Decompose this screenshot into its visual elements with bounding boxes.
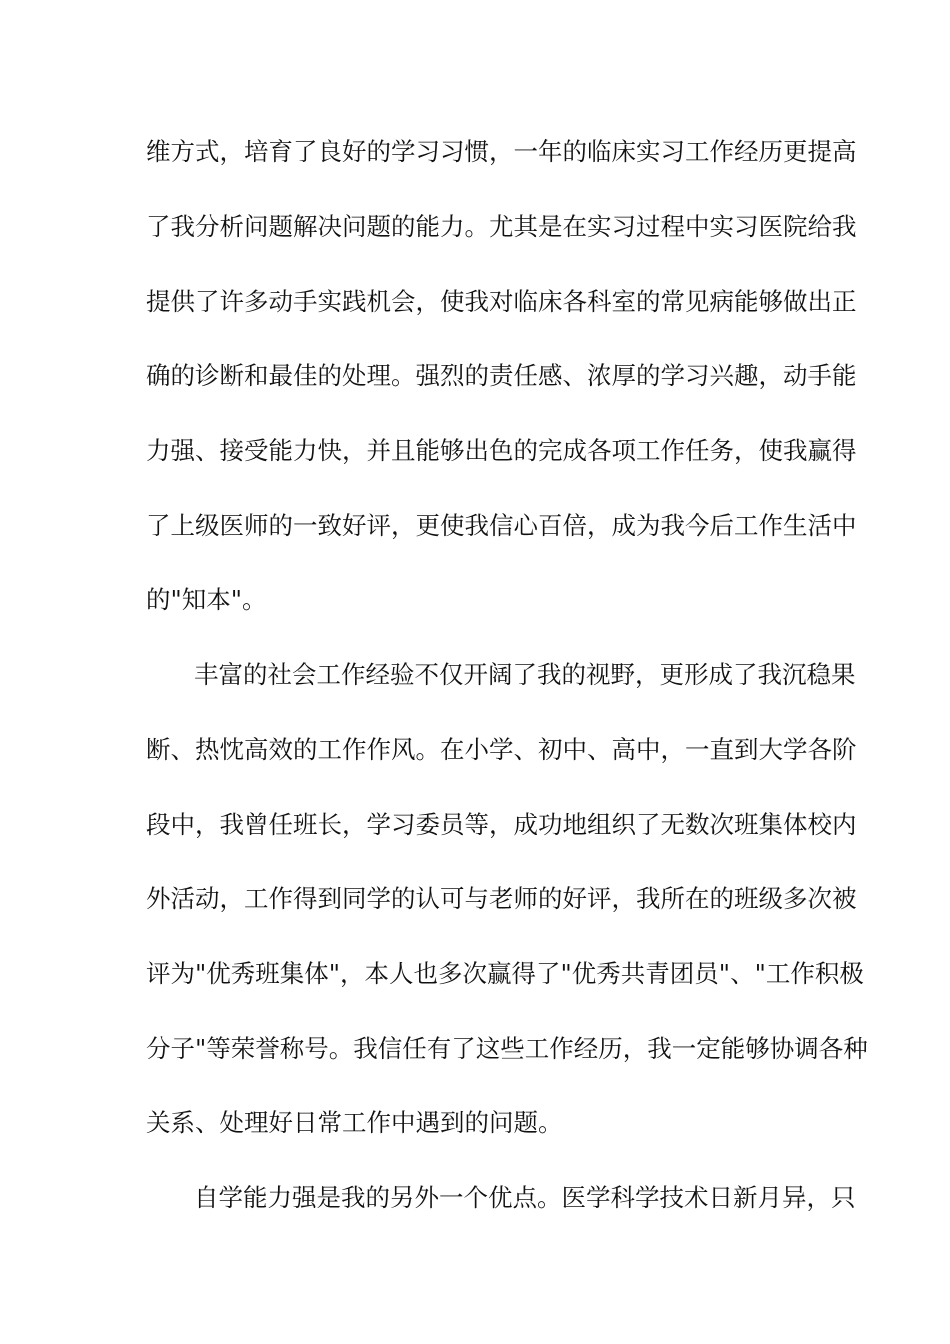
text-line: 分子"等荣誉称号。我信任有了这些工作经历，我一定能够协调各种 bbox=[146, 1034, 868, 1063]
text-line: 关系、处理好日常工作中遇到的问题。 bbox=[146, 1108, 563, 1137]
text-line: 了我分析问题解决问题的能力。尤其是在实习过程中实习医院给我 bbox=[146, 212, 857, 241]
text-line: 自学能力强是我的另外一个优点。医学科学技术日新月异，只 bbox=[194, 1183, 856, 1212]
text-line: 力强、接受能力快，并且能够出色的完成各项工作任务，使我赢得 bbox=[146, 436, 857, 465]
text-line: 了上级医师的一致好评，更使我信心百倍，成为我今后工作生活中 bbox=[146, 511, 857, 540]
text-line: 确的诊断和最佳的处理。强烈的责任感、浓厚的学习兴趣，动手能 bbox=[146, 361, 857, 390]
text-line: 丰富的社会工作经验不仅开阔了我的视野，更形成了我沉稳果 bbox=[194, 660, 856, 689]
text-line: 段中，我曾任班长，学习委员等，成功地组织了无数次班集体校内 bbox=[146, 810, 857, 839]
text-line: 提供了许多动手实践机会，使我对临床各科室的常见病能够做出正 bbox=[146, 287, 857, 316]
text-line: 外活动，工作得到同学的认可与老师的好评，我所在的班级多次被 bbox=[146, 884, 857, 913]
text-line: 的"知本"。 bbox=[146, 585, 267, 614]
text-line: 评为"优秀班集体"，本人也多次赢得了"优秀共青团员"、"工作积极 bbox=[146, 959, 864, 988]
text-line: 断、热忱高效的工作作风。在小学、初中、高中，一直到大学各阶 bbox=[146, 735, 857, 764]
text-line: 维方式，培育了良好的学习习惯，一年的临床实习工作经历更提高 bbox=[146, 137, 857, 166]
